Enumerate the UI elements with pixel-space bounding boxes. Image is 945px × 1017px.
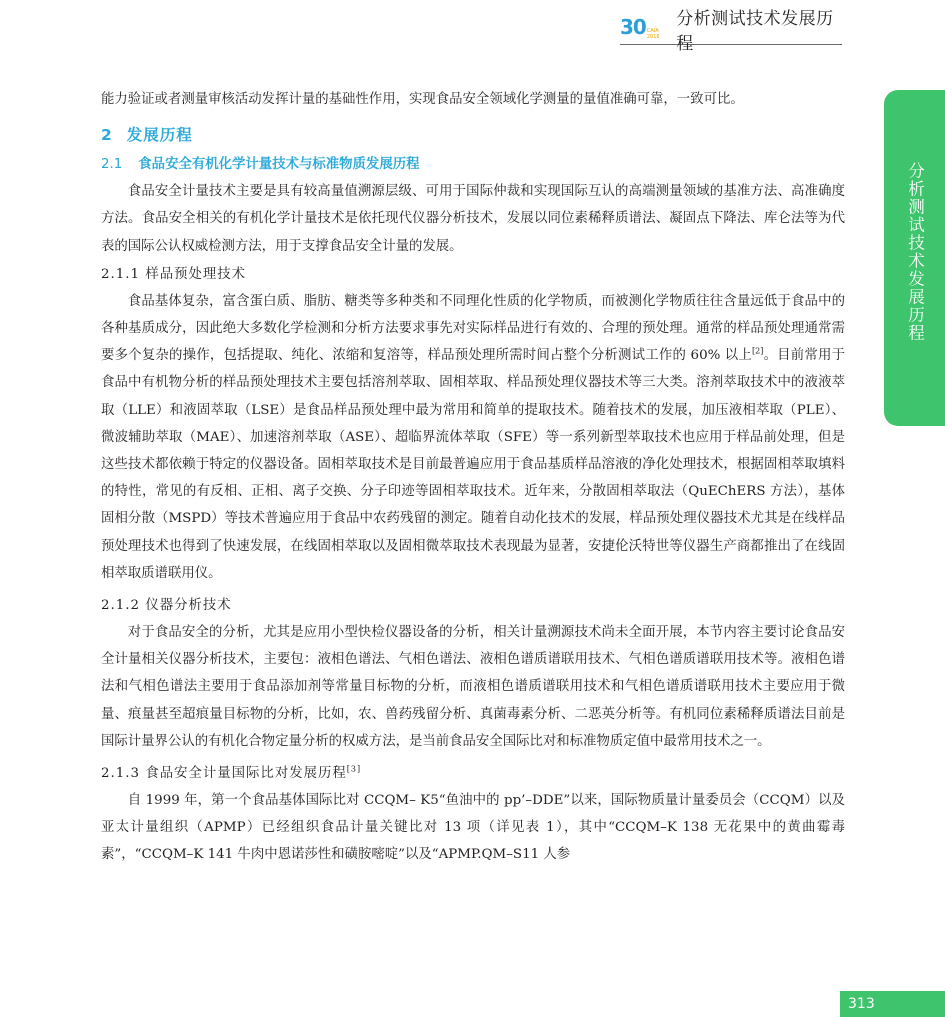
section-2-1-title: 食品安全有机化学计量技术与标准物质发展历程 xyxy=(138,157,420,173)
section-2-number: 2 xyxy=(101,126,113,145)
paragraph-part-2: 。目前常用于食品中有机物分析的样品预处理技术主要包括溶剂萃取、固相萃取、样品预处理仪器技术等三大类。溶剂萃取技术中的液液萃取（LLE）和液固萃取（LSE）是食品样品预处理中最为常用和简单的提取技术。随着技术的发展，加压液相萃取（PLE）、微波辅助萃取（MAE）、加速溶剂萃取（ASE）、超临界流体萃取（SFE）等一系列新型萃取技术也应用于样品前处理，但是这些技术都依赖于特定的仪器设备。固相萃取技术是目前最普遍应用于食品基质样品溶液的净化处理技术，根据固相萃取填料的特性，常见的有反相、正相、离子交换、分子印迹等固相萃取技术。近年来，分散固相萃取法（QuEChERS 方法），基体固相分散（MSPD）等技术普遍应用于食品中农药残留的测定。随着自动化技术的发展，样品预处理仪器技术尤其是在线样品预处理技术也得到了快速发展，在线固相萃取以及固相微萃取技术表现最为显著，安捷伦沃特世等仪器生产商都推出了在线固相萃取质谱联用仪。 xyxy=(101,348,845,581)
section-2-1-3-title: 2.1.3 食品安全计量国际比对发展历程 xyxy=(101,766,347,782)
section-2-heading xyxy=(101,123,845,145)
section-2-1-1-paragraph xyxy=(101,288,845,587)
section-2-title: 发展历程 xyxy=(126,126,193,145)
page-body xyxy=(101,86,845,869)
section-2-1-paragraph: 食品安全计量技术主要是具有较高量值溯源层级、可用于国际仲裁和实现国际互认的高端测量领域的基准方法、高准确度方法。食品安全相关的有机化学计量技术是依托现代仪器分析技术，发展以同位素稀释质谱法、凝固点下降法、库仑法等为代表的国际公认权威检测方法，用于支撑食品安全计量的发展。 xyxy=(101,184,845,254)
running-header xyxy=(620,9,842,54)
chapter-side-tab xyxy=(884,90,945,426)
section-2-1-heading xyxy=(101,153,845,172)
section-2-1-3-heading xyxy=(101,761,845,787)
logo-subtext: CAIA 2016 xyxy=(646,27,660,40)
citation-ref: [3] xyxy=(346,764,362,774)
intro-paragraph: 能力验证或者测量审核活动发挥计量的基础性作用，实现食品安全领域化学测量的量值准确可靠，一致可比。 xyxy=(101,92,744,107)
side-tab-label: 分析测试技术发展历程 xyxy=(905,162,925,342)
logo-number: 30 xyxy=(620,14,646,39)
section-2-1-number: 2.1 xyxy=(101,157,123,173)
page-number: 313 xyxy=(840,991,945,1017)
section-2-1-1-heading: 2.1.1 样品预处理技术 xyxy=(101,266,247,282)
section-2-1-2-heading: 2.1.2 仪器分析技术 xyxy=(101,598,232,614)
section-2-1-2-paragraph: 对于食品安全的分析，尤其是应用小型快检仪器设备的分析，相关计量溯源技术尚未全面开展，本节内容主要讨论食品安全计量相关仪器分析技术，主要包：液相色谱法、气相色谱法、液相色谱质谱联用技术、气相色谱质谱联用技术等。液相色谱法和气相色谱法主要用于食品添加剂等常量目标物的分析，而液相色谱质谱联用技术和气相色谱质谱联用技术主要应用于微量、痕量甚至超痕量目标物的分析，比如，农、兽药残留分析、真菌毒素分析、二恶英分析等。有机同位素稀释质谱法目前是国际计量界公认的有机化合物定量分析的权威方法，是当前食品安全国际比对和标准物质定值中最常用技术之一。 xyxy=(101,625,845,749)
section-2-1-3-paragraph: 自 1999 年，第一个食品基体国际比对 CCQM– K5“鱼油中的 pp’–DDE”以来，国际物质量计量委员会（CCQM）以及亚太计量组织（APMP）已经组织食品计量关键比对 13 项（详见表 1），其中“CCQM–K 138 无花果中的黄曲霉毒素”，“CCQM–K 141 牛肉中恩诺莎性和磺胺嘧啶”以及“APMP.QM–S11 人参 xyxy=(101,793,845,863)
anniversary-logo xyxy=(620,14,670,42)
header-title: 分析测试技术发展历程 xyxy=(676,9,834,54)
citation-ref: [2] xyxy=(752,346,764,356)
paragraph-part-1: 食品基体复杂，富含蛋白质、脂肪、糖类等多种类和不同理化性质的化学物质，而被测化学物质往往含量远低于食品中的各种基质成分，因此绝大多数化学检测和分析方法要求事先对实际样品进行有效的、合理的预处理。通常的样品预处理通常需要多个复杂的操作，包括提取、纯化、浓缩和复溶等，样品预处理所需时间占整个分析测试工作的 60% 以上 xyxy=(101,293,845,364)
